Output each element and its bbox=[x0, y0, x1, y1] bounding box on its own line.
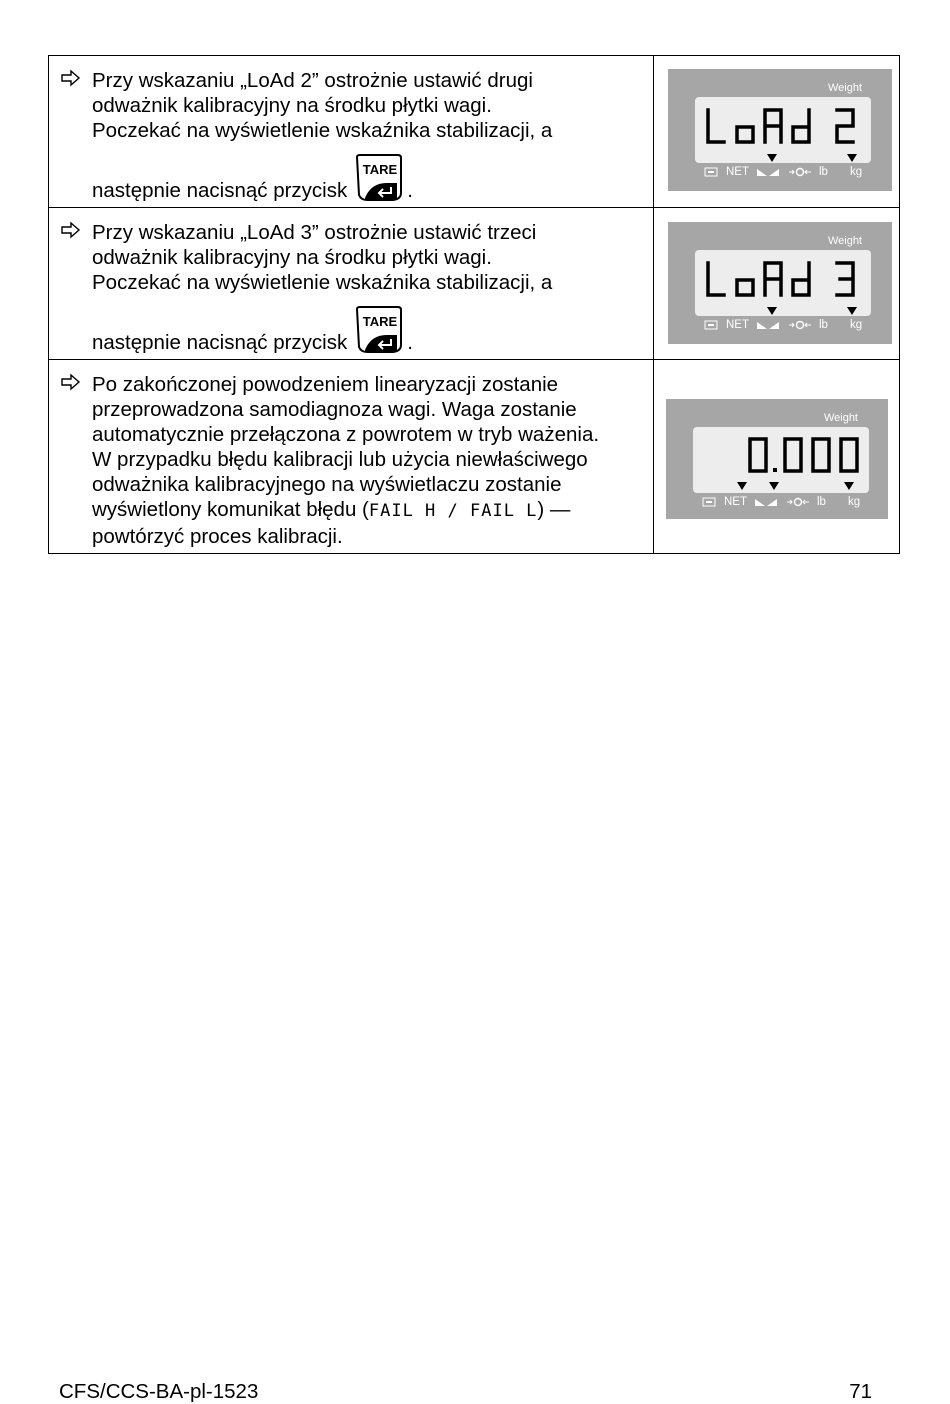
text-line: Przy wskazaniu „LoAd 3” ostrożnie ustawić trzeci bbox=[92, 221, 537, 244]
tare-enter-key-icon bbox=[353, 305, 405, 355]
lb-label: lb bbox=[819, 319, 828, 331]
scale-display bbox=[668, 69, 892, 191]
instruction-row bbox=[49, 208, 900, 360]
instruction-row bbox=[49, 56, 900, 208]
stable-indicator bbox=[737, 482, 747, 490]
display-label: Weight bbox=[823, 412, 858, 424]
text-line bbox=[92, 497, 647, 524]
text-line: odważnika kalibracyjnego na wyświetlaczu zostanie bbox=[92, 473, 562, 496]
text-line: . bbox=[407, 179, 413, 202]
error-prefix: wyświetlony komunikat błędu ( bbox=[92, 498, 369, 521]
instruction-text bbox=[49, 360, 653, 553]
instruction-table bbox=[48, 55, 900, 554]
annunciator-bar bbox=[702, 496, 860, 508]
kg-label: kg bbox=[847, 496, 861, 508]
unit-indicator bbox=[844, 482, 854, 490]
arrow-right-outline-icon bbox=[61, 373, 81, 391]
kg-label: kg bbox=[849, 319, 863, 331]
unit-indicator bbox=[847, 154, 857, 162]
display-label: Weight bbox=[827, 82, 862, 94]
text-line: W przypadku błędu kalibracji lub użycia niewłaściwego bbox=[92, 448, 588, 471]
lcd-screen bbox=[695, 97, 871, 163]
stable-indicator bbox=[767, 154, 777, 162]
lcd-screen bbox=[693, 427, 869, 493]
text-line: . bbox=[407, 331, 413, 354]
text-line: Przy wskazaniu „LoAd 2” ostrożnie ustawić drugi bbox=[92, 69, 533, 92]
battery-icon bbox=[704, 167, 718, 177]
text-line: Poczekać na wyświetlenie wskaźnika stabilizacji, a bbox=[92, 271, 553, 294]
zero-indicator bbox=[769, 482, 779, 490]
text-line: odważnik kalibracyjny na środku płytki wagi. bbox=[92, 246, 492, 269]
text-line: automatycznie przełączona z powrotem w tryb ważenia. bbox=[92, 423, 600, 446]
stability-icon bbox=[757, 320, 781, 330]
document-id: CFS/CCS-BA-pl-1523 bbox=[59, 1380, 259, 1403]
unit-indicator bbox=[847, 307, 857, 315]
zero-indicator-icon bbox=[787, 497, 809, 507]
text-line: następnie nacisnąć przycisk bbox=[92, 331, 348, 354]
text-line: odważnik kalibracyjny na środku płytki wagi. bbox=[92, 94, 492, 117]
text-line: Po zakończonej powodzeniem linearyzacji zostanie bbox=[92, 373, 559, 396]
text-line: Poczekać na wyświetlenie wskaźnika stabilizacji, a bbox=[92, 119, 553, 142]
page-number: 71 bbox=[849, 1380, 872, 1403]
lcd-readout bbox=[695, 250, 871, 316]
net-label: NET bbox=[726, 319, 749, 331]
tare-enter-key-icon bbox=[353, 153, 405, 203]
zero-indicator-icon bbox=[789, 320, 811, 330]
text-line: powtórzyć proces kalibracji. bbox=[92, 525, 343, 548]
tare-key-label: TARE bbox=[363, 314, 398, 329]
tare-key-label: TARE bbox=[363, 162, 398, 177]
instruction-row bbox=[49, 360, 900, 554]
zero-indicator-icon bbox=[789, 167, 811, 177]
net-label: NET bbox=[724, 496, 747, 508]
text-line: przeprowadzona samodiagnoza wagi. Waga zostanie bbox=[92, 398, 577, 421]
lb-label: lb bbox=[817, 496, 826, 508]
scale-display bbox=[668, 222, 892, 344]
instruction-text bbox=[49, 56, 653, 207]
arrow-right-outline-icon bbox=[61, 221, 81, 239]
battery-icon bbox=[704, 320, 718, 330]
kg-label: kg bbox=[849, 166, 863, 178]
error-suffix: ) — bbox=[537, 498, 571, 521]
arrow-right-outline-icon bbox=[61, 69, 81, 87]
display-label: Weight bbox=[827, 235, 862, 247]
stability-icon bbox=[757, 167, 781, 177]
stable-indicator bbox=[767, 307, 777, 315]
text-line: następnie nacisnąć przycisk bbox=[92, 179, 348, 202]
annunciator-bar bbox=[704, 319, 862, 331]
battery-icon bbox=[702, 497, 716, 507]
lcd-screen bbox=[695, 250, 871, 316]
annunciator-bar bbox=[704, 166, 862, 178]
error-code: FAIL H / FAIL L bbox=[368, 501, 538, 521]
net-label: NET bbox=[726, 166, 749, 178]
stability-icon bbox=[755, 497, 779, 507]
lcd-readout bbox=[693, 427, 869, 493]
instruction-text bbox=[49, 208, 653, 359]
lcd-readout bbox=[695, 97, 871, 163]
lb-label: lb bbox=[819, 166, 828, 178]
scale-display bbox=[666, 399, 888, 519]
